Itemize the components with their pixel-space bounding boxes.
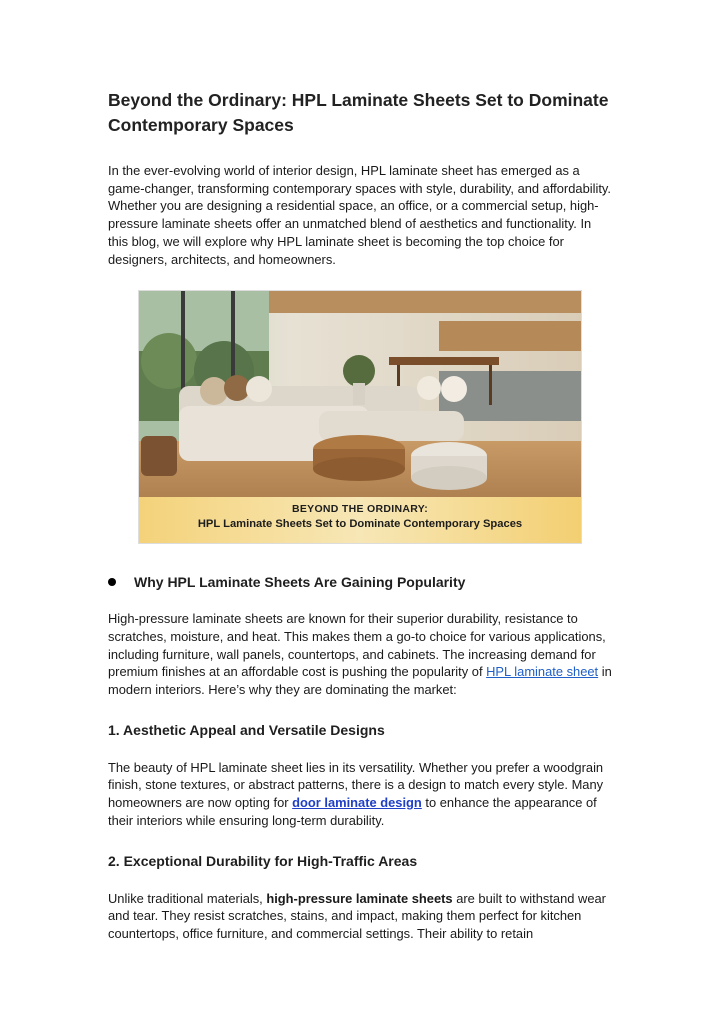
door-laminate-design-link[interactable]: door laminate design: [292, 795, 422, 811]
hpl-laminate-sheet-link[interactable]: HPL laminate sheet: [486, 664, 599, 680]
section-heading-text: Why HPL Laminate Sheets Are Gaining Popularity: [134, 574, 466, 591]
document-page: [108, 88, 613, 943]
hero-banner-line1: BEYOND THE ORDINARY:: [291, 503, 429, 516]
page-title: Beyond the Ordinary: HPL Laminate Sheets Set to Dominate Contemporary Spaces: [108, 90, 609, 135]
durability-paragraph: [108, 890, 613, 943]
aesthetic-paragraph: [108, 759, 613, 830]
intro-paragraph: In the ever-evolving world of interior design, HPL laminate sheet has emerged as a game-changer, transforming contemporary spaces with style, durability, and affordability. Whether you are designing a residential space, an office, or a commercial setup, high-pressure laminate sheets offer an unmatched blend of aesthetics and functionality. In this blog, we will explore why HPL laminate sheet is becoming the top choice for designers, architects, and homeowners.: [108, 163, 611, 267]
hero-banner-line2: HPL Laminate Sheets Set to Dominate Contemporary Spaces: [197, 518, 523, 531]
bullet-icon: [108, 578, 116, 586]
paragraph-text: in modern interiors. Here’s why they are dominating the market:: [108, 664, 612, 698]
paragraph-text: to enhance the appearance of their interiors while ensuring long-term durability.: [108, 795, 597, 828]
paragraph-text: are built to withstand wear and tear. They resist scratches, stains, and impact, making them perfect for kitchen countertops, office furniture, and commercial settings. Their ability to retain: [108, 890, 606, 941]
bold-phrase: high-pressure laminate sheets: [266, 890, 453, 906]
section-heading-durability: 2. Exceptional Durability for High-Traffic Areas: [108, 852, 418, 869]
hero-banner: [139, 497, 581, 543]
hero-image: [138, 290, 582, 544]
paragraph-text: High-pressure laminate sheets are known for their superior durability, resistance to scratches, moisture, and heat. This makes them a go-to choice for various applications, including furniture, wall panels, countertops, and cabinets. The increasing demand for premium finishes at an affordable cost is pushing the popularity of: [108, 611, 606, 680]
paragraph-text: The beauty of HPL laminate sheet lies in its versatility. Whether you prefer a woodgrain finish, stone textures, or abstract patterns, there is a design to match every style. Many homeowners are now opting for: [108, 759, 604, 811]
paragraph-text: Unlike traditional materials,: [108, 890, 267, 906]
section-heading-aesthetic: 1. Aesthetic Appeal and Versatile Designs: [108, 721, 385, 738]
section-heading-popularity: [108, 574, 613, 590]
popularity-paragraph: [108, 610, 613, 699]
